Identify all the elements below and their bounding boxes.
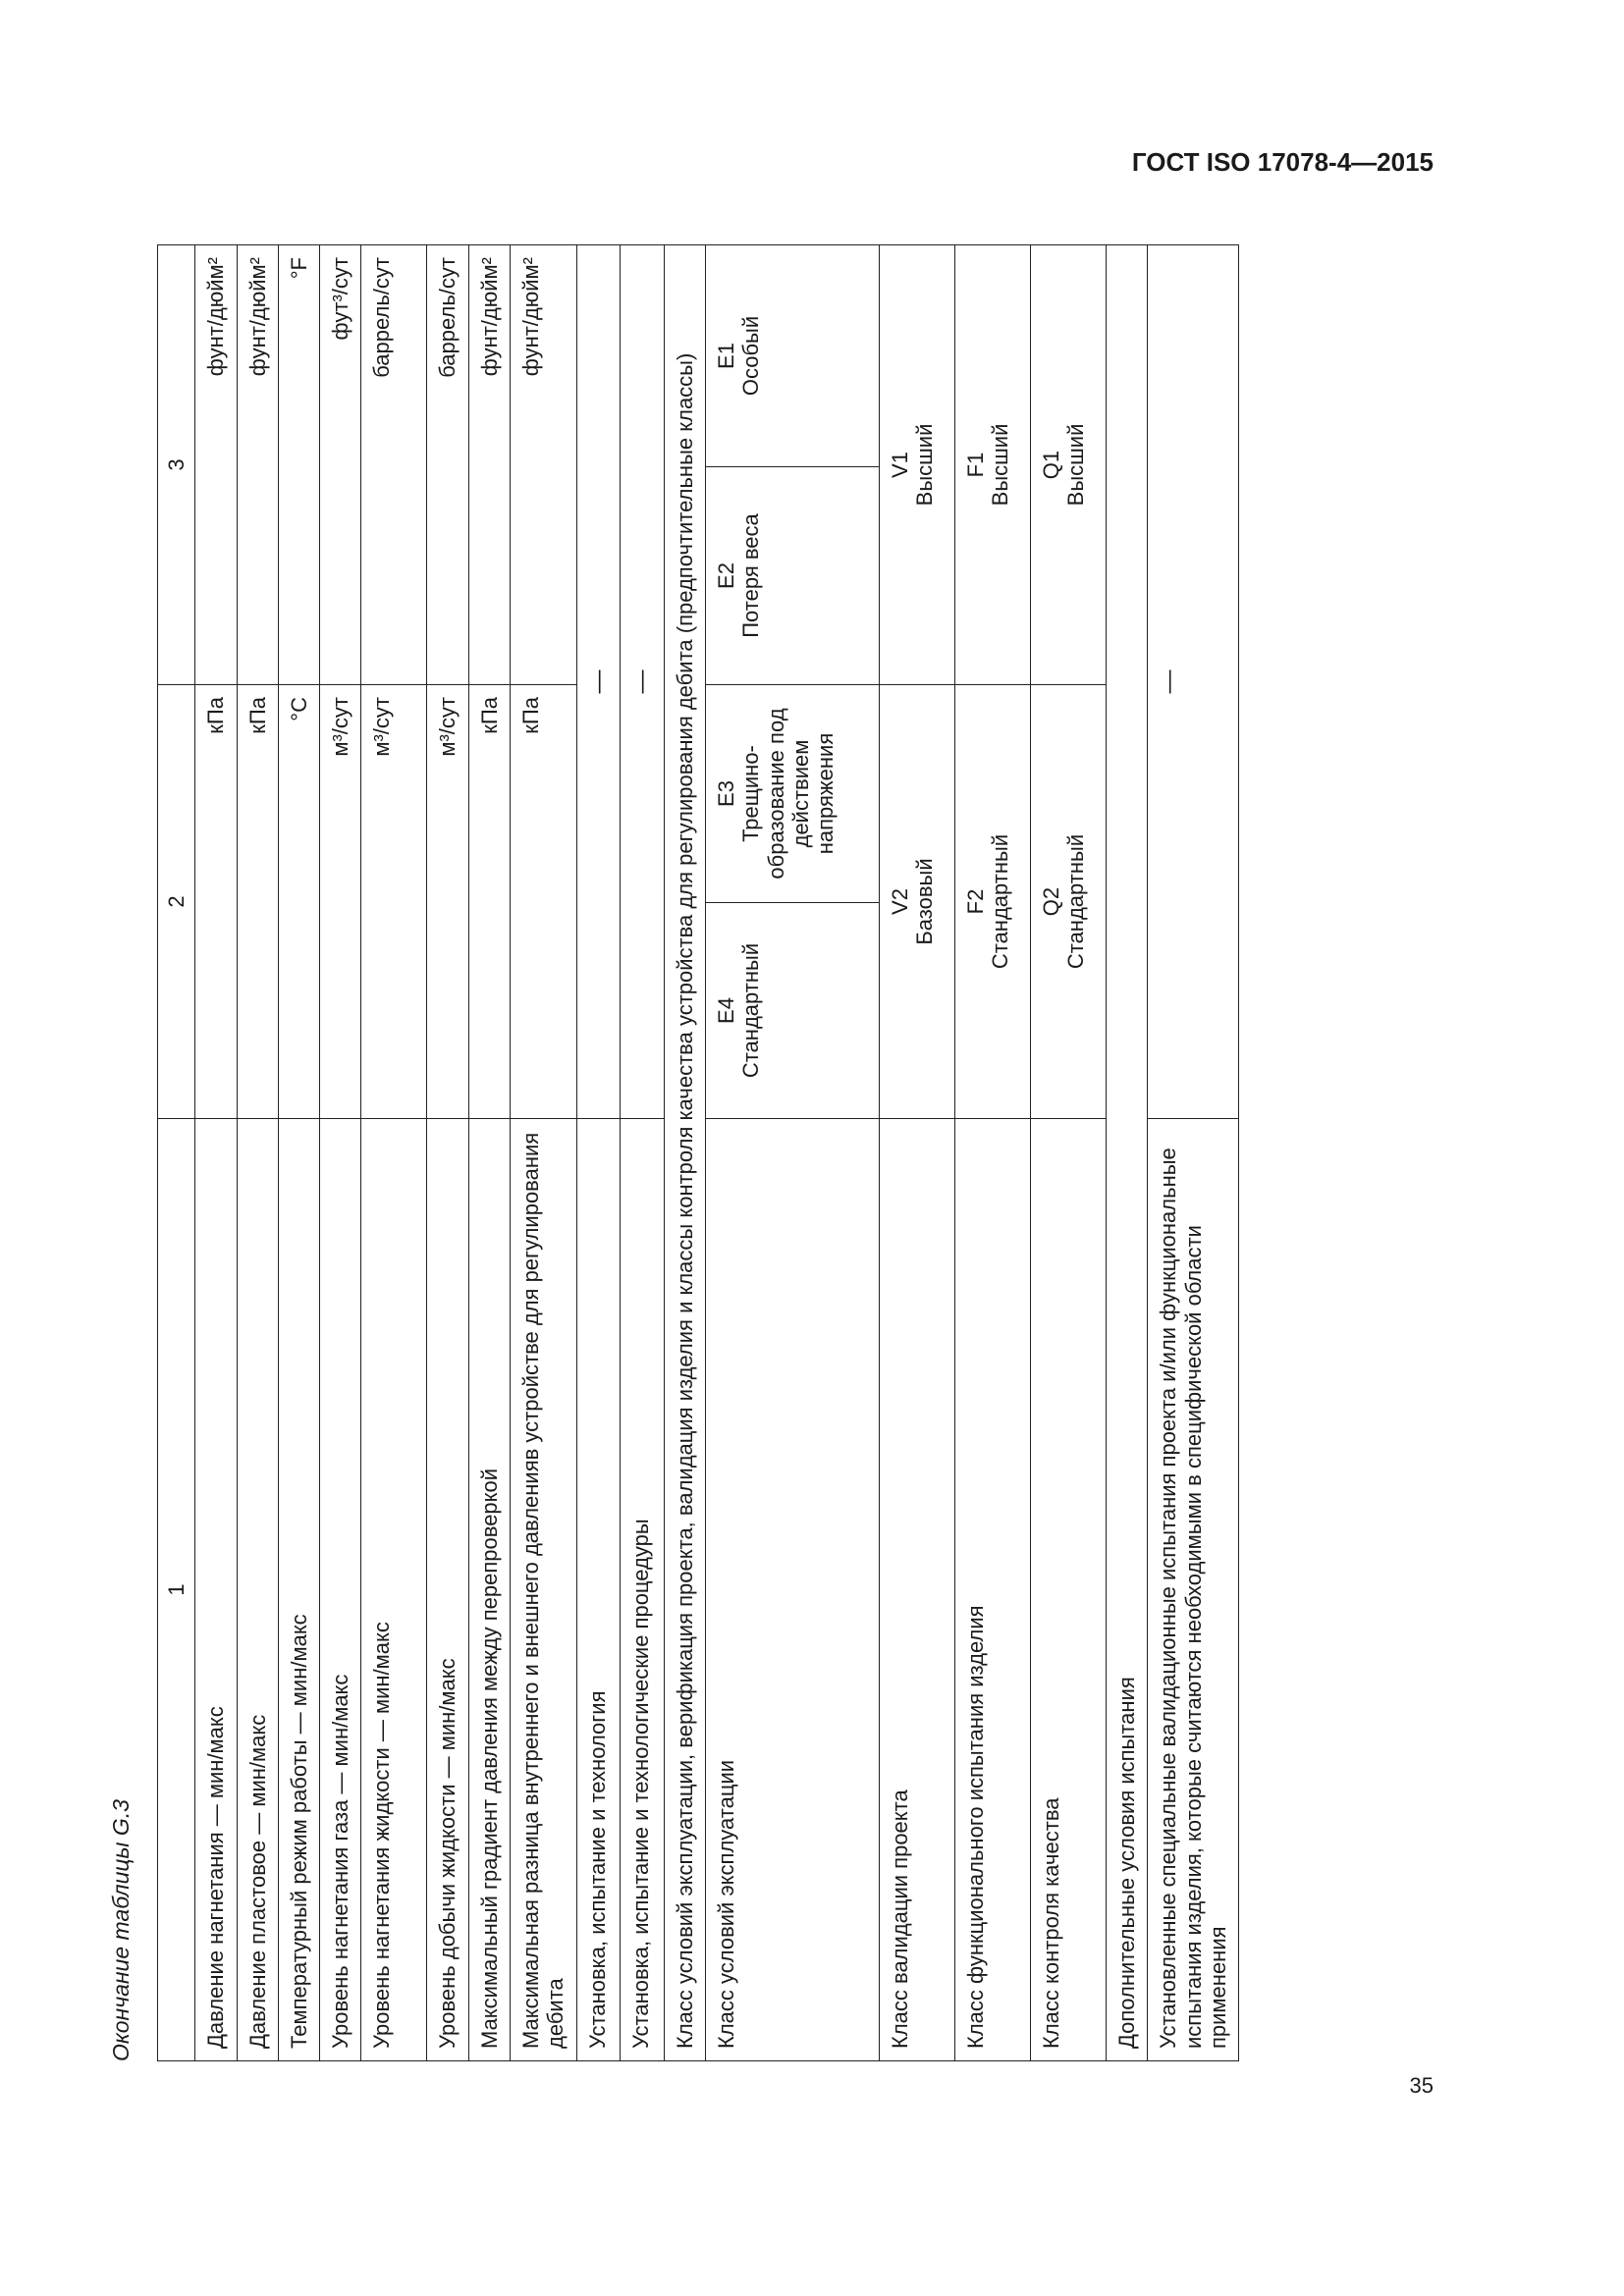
additional-heading: Дополнительные условия испытания [1107,245,1148,2061]
class-code: E2 [714,562,739,589]
table-row [511,245,577,2061]
table-row [237,245,278,2061]
class-f1: F1 Высший [955,245,1031,685]
unit-us: °F [278,245,319,685]
class-v2: V2 Базовый [880,685,955,1119]
table-header-row [158,245,195,2061]
unit-si: м³/сут [361,685,427,1119]
unit-us: баррель/сут [427,245,468,685]
row-value: — [621,245,665,1119]
unit-si: кПа [468,685,510,1119]
document-code: ГОСТ ISO 17078-4—2015 [1131,147,1434,177]
row-label: Уровень добычи жидкости — мин/макс [427,1119,468,2061]
table-row [576,245,621,2061]
row-label: Уровень нагнетания газа — мин/макс [320,1119,361,2061]
table-row [621,245,665,2061]
class-name: Трещино-образование под действием напряжения [738,708,839,880]
unit-si: кПа [511,685,577,1119]
class-code: E3 [714,780,739,807]
class-name: Потеря веса [738,513,764,638]
unit-us: баррель/сут [361,245,427,685]
col-header-2: 2 [158,685,195,1119]
class-e1 [706,245,880,467]
row-label: Температурный режим работы — мин/макс [278,1119,319,2061]
class-v1: V1 Высший [880,245,955,685]
special-tests-label: Установленные специальные валидационные испытания проекта и/или функциональные испытания изделия, которые считаются необходимыми в специфической области применения [1148,1119,1239,2061]
unit-us: фут³/сут [320,245,361,685]
spec-table [157,244,1239,2061]
table-caption: Окончание таблицы G.3 [108,1799,134,2061]
table-row [468,245,510,2061]
class-name: Стандартный [738,942,764,1079]
table-row [195,245,237,2061]
rotated-table-page [108,245,1443,2061]
unit-us: фунт/дюйм² [511,245,577,685]
special-tests-value: — [1148,245,1239,1119]
quality-class-row [1031,245,1107,2061]
unit-si: кПа [237,685,278,1119]
page-number: 35 [1409,2073,1434,2098]
row-label: Установка, испытание и технология [576,1119,621,2061]
unit-us: фунт/дюйм² [195,245,237,685]
table-row [320,245,361,2061]
row-label: Давление пластовое — мин/макс [237,1119,278,2061]
row-label: Давление нагнетания — мин/макс [195,1119,237,2061]
unit-us: фунт/дюйм² [237,245,278,685]
table-row [361,245,427,2061]
table-row [427,245,468,2061]
class-e4 [706,903,880,1119]
class-q2: Q2 Стандартный [1031,685,1107,1119]
col-header-1: 1 [158,1119,195,2061]
service-class-label: Класс условий эксплуатации [706,1119,880,2061]
table-row [278,245,319,2061]
functional-class-label: Класс функционального испытания изделия [955,1119,1031,2061]
class-f2: F2 Стандартный [955,685,1031,1119]
validation-class-row [880,245,955,2061]
service-class-row [706,245,880,2061]
quality-class-label: Класс контроля качества [1031,1119,1107,2061]
unit-si: кПа [195,685,237,1119]
row-label: Установка, испытание и технологические процедуры [621,1119,665,2061]
special-tests-row [1148,245,1239,2061]
classes-heading: Класс условий эксплуатации, верификация проекта, валидация изделия и классы контроля качества устройства для регулирования дебита (предпочтительные классы) [664,245,705,2061]
row-value: — [576,245,621,1119]
class-e3 [706,685,880,903]
unit-si: м³/сут [320,685,361,1119]
unit-us: фунт/дюйм² [468,245,510,685]
class-q1: Q1 Высший [1031,245,1107,685]
unit-si: °С [278,685,319,1119]
classes-heading-row [664,245,705,2061]
additional-heading-row [1107,245,1148,2061]
row-label: Уровень нагнетания жидкости — мин/макс [361,1119,427,2061]
class-code: E4 [714,997,739,1024]
col-header-3: 3 [158,245,195,685]
class-code: E1 [714,343,739,369]
class-name: Особый [738,315,764,397]
validation-class-label: Класс валидации проекта [880,1119,955,2061]
row-label: Максимальная разница внутреннего и внешнего давленияв устройстве для регулирования дебита [511,1119,577,2061]
functional-class-row [955,245,1031,2061]
class-e2 [706,467,880,685]
unit-si: м³/сут [427,685,468,1119]
row-label: Максимальный градиент давления между перепроверкой [468,1119,510,2061]
